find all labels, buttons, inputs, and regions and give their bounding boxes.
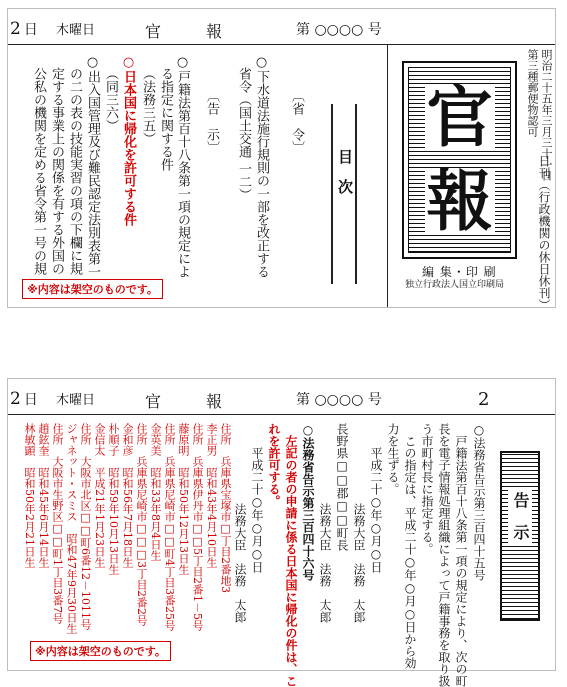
person-entry-15: 林敏顕 昭和50年2月21日生 [23,423,36,568]
header-rule [8,44,555,45]
toc-notice-item-8: 定する事業上の関係を有する外国の [49,67,64,275]
person-entry-14: 趙鉉奎 昭和45年6月14日生 [37,423,50,568]
header-weekday: 木曜日 [56,393,96,408]
notice-345-body-5: 力を生ずる。 [386,423,400,495]
toc-notice-item-7: の二の表の技能実習の項の下欄に規 [67,67,82,275]
toc-notice-item-9: 公私の機関を定める省令第一号の規 [31,67,46,275]
notice-345-body-3: う市町村長に指定する。 [420,423,434,555]
notice-345-body-1: 戸籍法第百十八条第一項の規定により、次の町 [454,435,468,687]
toc-notice-item-4: ○日本国に帰化を許可する件 [121,55,136,226]
page-header [8,379,555,415]
publisher-organization: 独立行政法人国立印刷局 [405,280,505,290]
notice-346-signer: 法務大臣 法務 太郎 [233,503,247,623]
logo-char-ho: 報 [426,162,493,240]
notice-346-body-1: 左記の者の申請に係る日本国に帰化の件は、こ [284,435,298,687]
person-entry-11: 住所 大阪市北区□□町6番12－1011号 [79,423,92,630]
person-entry-2: 李正男 昭和43年4月10日生 [205,423,218,568]
notice-345-body-2: 長を電子情報処理組織によって戸籍事務を取り扱 [437,423,451,687]
toc-notice-item-3: （法務三五） [140,67,155,145]
header-title-ho: 報 [206,22,223,41]
notice-345-signer: 法務大臣 法務 太郎 [352,503,366,623]
logo-char-kan: 官 [426,78,493,156]
toc-notice-item-1: ○戸籍法第百十八条第一項の規定によ [175,55,190,278]
fictional-content-notice: ※内容は架空のものです。 [30,641,171,661]
notice-346-title: ○法務省告示第三百四十六号 [301,423,315,581]
daily-publication-note: 日刊（行政機関の休日休刊） [537,155,551,311]
header-title-kan: 官 [145,392,162,411]
page-number: 2 [478,389,490,410]
header-date: 2 日 [10,19,38,39]
person-entry-1: 住所 兵庫県宝塚市□丁目2番地3 [219,423,232,593]
header-date: 2 日 [10,389,38,409]
toc-notice-item-5: （同三六） [103,67,118,132]
notice-346-date: 平成二十○年○月○日 [250,447,264,573]
person-entry-7: 住所 兵庫県尼崎市□□□3丁目2番2号 [135,423,148,626]
person-entry-13: 住所 大阪市生野区□□町1丁目3番7号 [51,423,64,624]
person-entry-10: 金信太 平成21年1月23日生 [93,423,106,568]
toc-ministry-item-2: 省令（国土交通 一二） [236,67,251,202]
notice-345-body-4: この指定は、平成二十○年○月○日から効 [403,435,417,669]
toc-ministry-heading: 〔省 令〕 [289,89,304,154]
notice-346-signer-top: 法務大臣 法務 太郎 [318,503,332,623]
person-entry-6: 金英美 昭和33年8月4日生 [149,423,162,561]
person-entry-5: 住所 兵庫県尼崎市□□町4丁目3番25号 [163,423,176,631]
person-entry-9: 朴順子 昭和59年10月13日生 [107,423,120,575]
person-entry-4: 藤原明 昭和50年12月13日生 [177,423,190,575]
notice-346-body-2: れを許可する。 [267,423,281,507]
contents-title: 目 次 [336,149,354,194]
gazette-page-1 [7,8,556,311]
section-title-box [500,451,540,621]
postal-permit: 第三種郵便物認可 [526,49,539,137]
section-title: 告 示 [508,489,532,543]
person-entry-12: ジャネット・スミス 昭和47年9月30日生 [65,423,78,634]
notice-345-date: 平成二十○年○月○日 [369,447,383,573]
notice-345-place: 長野県□□郡□□町長 [335,423,349,551]
contents-title-box [331,104,357,284]
page-header [8,9,555,45]
header-issue-number: 第 ○○○○ 号 [296,392,382,408]
gazette-page-2 [7,378,556,687]
header-rule [8,414,555,415]
header-title-kan: 官 [145,22,162,41]
toc-notice-heading: 〔告 示〕 [204,89,219,154]
header-weekday: 木曜日 [56,23,96,38]
toc-notice-item-2: る指定に関する件 [158,67,173,171]
founding-date: 明治二十五年三月三十一日 [540,49,553,181]
person-entry-8: 金和彦 昭和56年7月18日生 [121,423,134,568]
person-entry-3: 住所 兵庫県伊丹市□□5丁目2番1－5号 [191,423,204,631]
toc-ministry-item-1: ○下水道法施行規則の一部を改正する [254,55,269,278]
fictional-content-notice: ※内容は架空のものです。 [22,279,163,299]
gazette-logo [402,61,517,259]
notice-345-title: ○法務省告示第三百四十五号 [472,423,486,581]
header-issue-number: 第 ○○○○ 号 [296,22,382,38]
header-title-ho: 報 [206,392,223,411]
toc-notice-item-6: ○出入国管理及び難民認定法別表第一 [85,55,100,278]
publisher-label: 編 集・印 刷 [422,265,497,279]
masthead-divider [387,45,388,307]
